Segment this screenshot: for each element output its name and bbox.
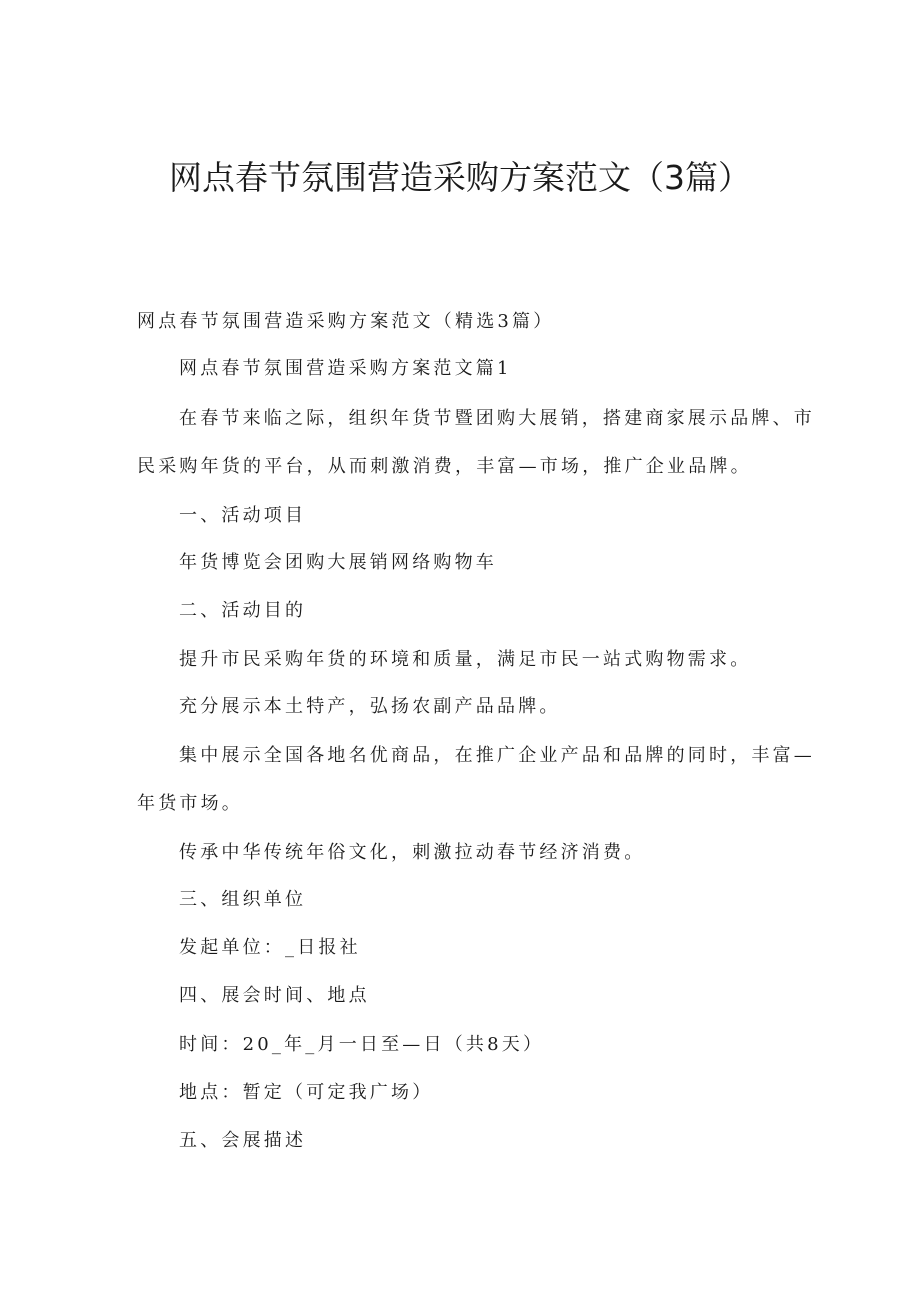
- paragraph-line: 地点：暂定（可定我广场）: [179, 1082, 434, 1103]
- section-heading-part1: 网点春节氛围营造采购方案范文篇1: [179, 358, 512, 379]
- paragraph-line: 发起单位：_日报社: [179, 937, 361, 958]
- document-subtitle: 网点春节氛围营造采购方案范文（精选3篇）: [137, 311, 555, 332]
- section-heading: 一、活动项目: [179, 505, 307, 526]
- paragraph-line: 民采购年货的平台，从而刺激消费，丰富—市场，推广企业品牌。: [137, 456, 752, 477]
- section-heading: 三、组织单位: [179, 889, 307, 910]
- paragraph-line: 集中展示全国各地名优商品，在推广企业产品和品牌的同时，丰富—: [179, 745, 815, 766]
- paragraph-line: 年货市场。: [137, 793, 243, 814]
- paragraph-line: 时间：20_年_月一日至—日（共8天）: [179, 1034, 545, 1055]
- paragraph-line: 充分展示本土特产，弘扬农副产品品牌。: [179, 696, 561, 717]
- paragraph-line: 在春节来临之际，组织年货节暨团购大展销，搭建商家展示品牌、市: [179, 408, 815, 429]
- section-heading: 四、展会时间、地点: [179, 985, 370, 1006]
- paragraph-line: 传承中华传统年俗文化，刺激拉动春节经济消费。: [179, 842, 646, 863]
- document-title: 网点春节氛围营造采购方案范文（3篇）: [169, 158, 751, 197]
- paragraph-line: 年货博览会团购大展销网络购物车: [179, 552, 497, 573]
- section-heading: 五、会展描述: [179, 1130, 307, 1151]
- paragraph-line: 提升市民采购年货的环境和质量，满足市民一站式购物需求。: [179, 649, 752, 670]
- section-heading: 二、活动目的: [179, 600, 307, 621]
